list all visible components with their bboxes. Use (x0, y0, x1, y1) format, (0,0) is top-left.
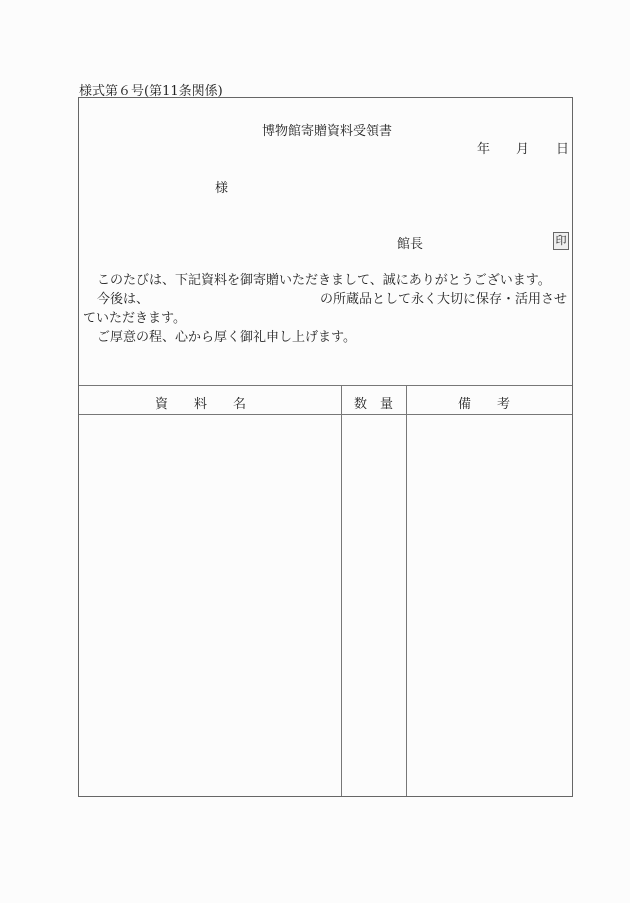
column-divider-1 (341, 385, 342, 796)
header-top-divider (79, 385, 572, 386)
date-year-label: 年 (477, 142, 491, 157)
form-number-label: 様式第６号(第11条関係) (79, 84, 223, 99)
body-line-1: このたびは、下記資料を御寄贈いただきまして、誠にありがとうございます。 (97, 273, 551, 288)
header-remarks: 備 考 (458, 397, 511, 412)
header-item-name: 資 料 名 (155, 397, 247, 412)
date-day-label: 日 (556, 142, 570, 157)
body-line-2a: 今後は、 (97, 292, 150, 307)
body-line-3: ていただきます。 (83, 311, 186, 326)
column-divider-2 (406, 385, 407, 796)
document-title: 博物館寄贈資料受領書 (262, 124, 393, 139)
seal-mark: 印 (553, 232, 569, 250)
header-quantity: 数 量 (354, 397, 394, 412)
body-line-4: ご厚意の程、心から厚く御礼申し上げます。 (97, 330, 356, 345)
body-line-2b: の所蔵品として永く大切に保存・活用させ (320, 292, 568, 307)
recipient-honorific: 様 (215, 181, 229, 196)
receipt-form (78, 97, 573, 797)
date-month-label: 月 (516, 142, 530, 157)
director-label: 館長 (397, 237, 424, 252)
header-bottom-divider (79, 414, 572, 415)
